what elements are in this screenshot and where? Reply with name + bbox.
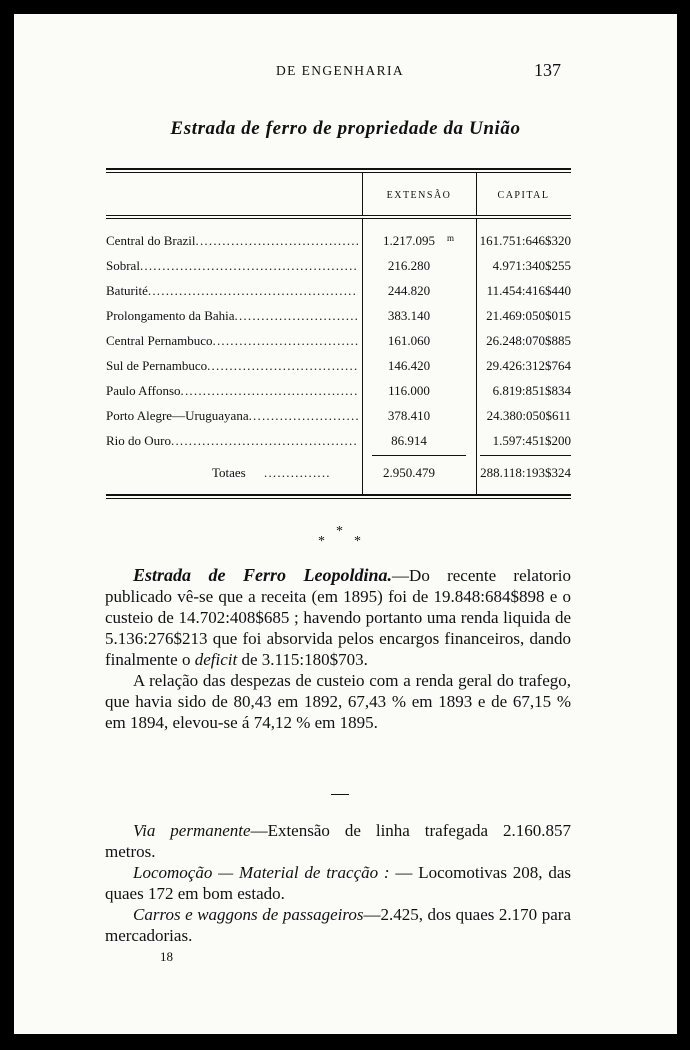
row-extensao: 161.060 <box>387 333 431 348</box>
row-capital: 26.248:070$885 <box>486 333 571 348</box>
total-row <box>106 465 571 487</box>
table-top-rule-thin <box>106 172 571 173</box>
row-capital: 24.380:050$611 <box>486 408 571 423</box>
running-head <box>14 61 677 81</box>
table-title: Estrada de ferro de propriedade da União <box>170 118 521 139</box>
row-extensao: 146.420 <box>387 358 431 373</box>
paragraph-text: de 3.115:180$703. <box>241 650 368 669</box>
unit-label: m <box>447 233 455 243</box>
table-row <box>106 233 571 255</box>
row-extensao: 86.914 <box>391 433 427 448</box>
table-row <box>106 333 571 355</box>
total-label: Totaes <box>212 465 246 480</box>
row-capital: 21.469:050$015 <box>486 308 571 323</box>
table-row <box>106 408 571 430</box>
row-name: Sobral ..... <box>106 258 358 274</box>
row-extensao: 383.140 <box>387 308 431 323</box>
star-glyph: * <box>354 534 361 549</box>
paragraph-text: A relação das despezas de custeio com a renda geral do trafego, que havia sido de 80,43 em 1892, 67,43 % em 1893 e de 67,15 % em 1894, elevou-se á 74,12 % em 1895. <box>105 671 571 732</box>
row-extensao: 378.410 <box>387 408 431 423</box>
total-rule-capital <box>480 455 571 456</box>
total-leader: ............... <box>264 465 331 480</box>
book-page <box>14 14 677 1034</box>
col-header-extensao: EXTENSÃO <box>386 190 452 201</box>
row-capital: 4.971:340$255 <box>492 258 571 273</box>
row-name: Rio do Ouro ..... <box>106 433 358 449</box>
paragraph-text: —Extensão de linha trafegada 2.160.857 metros. <box>105 821 571 861</box>
row-extensao: 216.280 <box>387 258 431 273</box>
total-rule-extensao <box>372 455 466 456</box>
row-extensao: 244.820 <box>387 283 431 298</box>
paragraph-text: —Do recente relatorio publicado vê-se que a receita (em 1895) foi de 19.848:684$898 e o custeio de 14.702:408$685 ; havendo portanto uma renda liquida de 5.136:276$213 que foi absorvida pelos encargos financeiros, dando finalmente o <box>105 566 571 669</box>
star-glyph: * <box>336 524 343 539</box>
table-row <box>106 433 571 455</box>
row-name: Central Pernambuco ..... <box>106 333 358 349</box>
running-title: DE ENGENHARIA <box>276 63 405 78</box>
short-divider <box>331 794 349 795</box>
row-name: Prolongamento da Bahia ..... <box>106 308 358 324</box>
carros-label: Carros e waggons de passageiros <box>133 905 364 924</box>
section-heading: Estrada de Ferro Leopoldina. <box>133 565 393 585</box>
page-number: 137 <box>534 60 561 80</box>
table-row <box>106 283 571 305</box>
paragraph-details <box>105 820 571 946</box>
signature-mark: 18 <box>160 949 173 964</box>
row-capital: 6.819:851$834 <box>492 383 571 398</box>
row-capital: 1.597:451$200 <box>492 433 571 448</box>
row-extensao: 1.217.095 <box>383 233 435 248</box>
total-extensao: 2.950.479 <box>383 465 435 480</box>
row-name: Central do Brazil ..... <box>106 233 358 249</box>
row-name: Baturité ..... <box>106 283 358 299</box>
row-name: Sul de Pernambuco ..... <box>106 358 358 374</box>
total-capital: 288.118:193$324 <box>480 465 571 480</box>
table-bottom-rule <box>106 494 571 496</box>
table-row <box>106 308 571 330</box>
locomocao-label: Locomoção — Material de tracção : <box>133 863 390 882</box>
row-name: Paulo Affonso ..... <box>106 383 358 399</box>
table-row <box>106 383 571 405</box>
table-bottom-rule-thin <box>106 498 571 499</box>
row-extensao: 116.000 <box>388 383 430 398</box>
paragraph-leopoldina <box>105 565 571 733</box>
paragraph-text: —2.425, dos quaes 2.170 para mercadorias. <box>105 905 571 945</box>
table-top-rule <box>106 168 571 170</box>
header-bottom-rule-2 <box>106 218 571 219</box>
row-name: Porto Alegre—Uruguayana ..... <box>106 408 358 424</box>
row-capital: 29.426:312$764 <box>486 358 571 373</box>
star-glyph: * <box>318 534 325 549</box>
col-header-capital: CAPITAL <box>497 190 550 201</box>
row-capital: 11.454:416$440 <box>486 283 571 298</box>
railway-table <box>106 153 571 493</box>
header-bottom-rule <box>106 215 571 216</box>
row-capital: 161.751:646$320 <box>479 233 571 248</box>
paragraph-text: — Locomotivas 208, das quaes 172 em bom estado. <box>105 863 571 903</box>
table-row <box>106 258 571 280</box>
via-permanente-label: Via permanente <box>133 821 251 840</box>
deficit-term: deficit <box>194 650 238 669</box>
table-row <box>106 358 571 380</box>
